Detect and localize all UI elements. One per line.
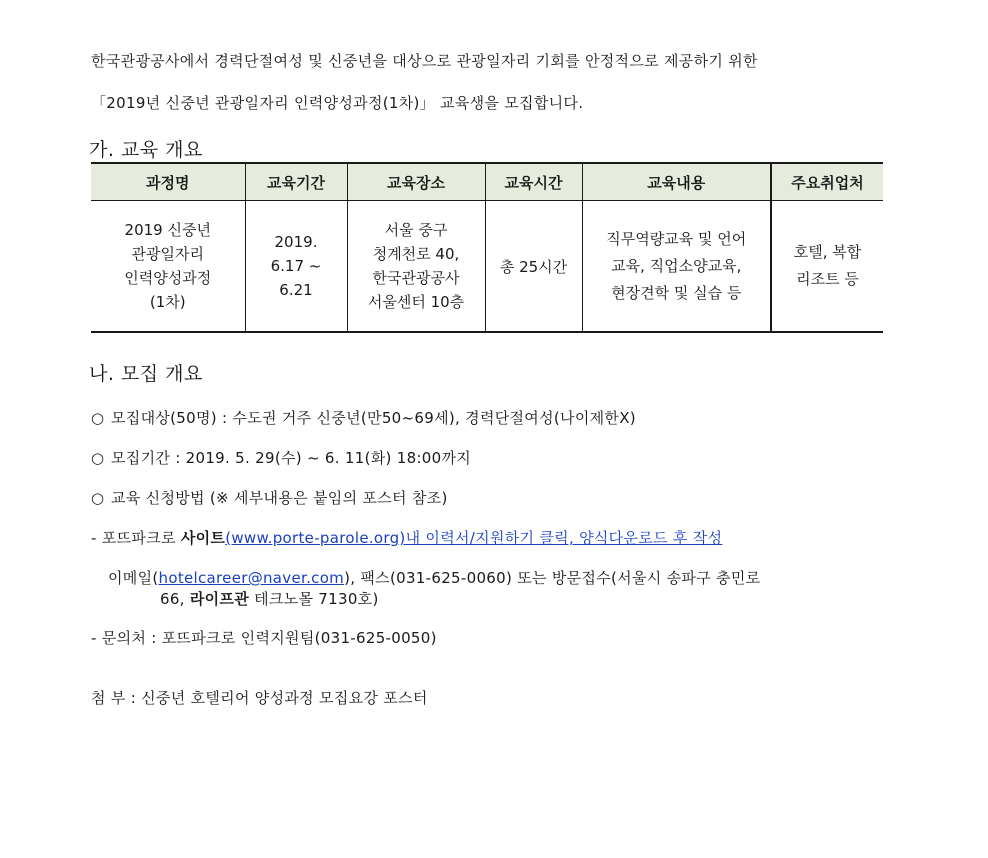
- header-hours: 교육시간: [485, 163, 582, 201]
- cell-line: 관광일자리: [131, 245, 204, 263]
- site-link[interactable]: (www.porte-parole.org)내 이력서/지원하기 클릭, 양식다운로드 후 작성: [225, 529, 723, 547]
- cell-line: 6.21: [279, 281, 313, 299]
- recruit-period: [91, 447, 471, 468]
- recruit-target: [91, 407, 636, 428]
- cell-line: 현장견학 및 실습 등: [611, 283, 742, 302]
- site-apply-line: [91, 527, 722, 548]
- recruit-period-text: 모집기간 : 2019. 5. 29(수) ~ 6. 11(화) 18:00까지: [111, 449, 472, 467]
- recruit-method-text: 교육 신청방법 (※ 세부내용은 붙임의 포스터 참조): [111, 489, 448, 507]
- cell-period: [245, 201, 347, 333]
- cell-line: 한국관광공사: [372, 269, 460, 287]
- email-suffix: ), 팩스(031-625-0060) 또는 방문접수(서울시 송파구 충민로: [344, 569, 761, 587]
- site-label: 사이트: [180, 529, 226, 547]
- table-header-row: [91, 163, 883, 201]
- cell-content: [582, 201, 771, 333]
- cell-line: 인력양성과정: [124, 269, 212, 287]
- site-prefix: - 포뜨파크로: [91, 529, 181, 547]
- address-line-2: [160, 588, 379, 609]
- cell-line: (1차): [149, 293, 186, 311]
- intro-line-2: 「2019년 신중년 관광일자리 인력양성과정(1차)」 교육생을 모집합니다.: [91, 94, 584, 112]
- cell-line: 직무역량교육 및 언어: [606, 229, 747, 248]
- section-title-overview: 가. 교육 개요: [89, 139, 203, 161]
- contact-line: - 문의처 : 포뜨파크로 인력지원팀(031-625-0050): [91, 629, 437, 647]
- cell-line: 2019.: [274, 233, 318, 251]
- email-apply-line: [108, 567, 760, 588]
- email-prefix: 이메일(: [108, 569, 159, 587]
- cell-line: 6.17 ~: [270, 257, 322, 275]
- cell-employer: [771, 201, 883, 333]
- header-course-name: 과정명: [91, 163, 245, 201]
- header-content: 교육내용: [582, 163, 771, 201]
- education-overview-table: [91, 162, 883, 333]
- cell-line: 서울 중구: [384, 221, 448, 239]
- email-link[interactable]: hotelcareer@naver.com: [158, 569, 345, 587]
- cell-line: 2019 신중년: [124, 221, 211, 239]
- attachment-line: 첨 부 : 신중년 호텔리어 양성과정 모집요강 포스터: [91, 689, 428, 707]
- intro-line-1: 한국관광공사에서 경력단절여성 및 신중년을 대상으로 관광일자리 기회를 안정적으로 제공하기 위한: [91, 52, 758, 70]
- circle-bullet-icon: ○: [91, 449, 105, 467]
- cell-line: 총 25시간: [499, 258, 568, 276]
- cell-course-name: [91, 201, 245, 333]
- address-pre: 66,: [160, 590, 190, 608]
- circle-bullet-icon: ○: [91, 489, 105, 507]
- header-place: 교육장소: [347, 163, 485, 201]
- cell-line: 서울센터 10층: [367, 293, 465, 311]
- header-employer: 주요취업처: [771, 163, 883, 201]
- cell-line: 호텔, 복합: [793, 243, 862, 261]
- header-period: 교육기간: [245, 163, 347, 201]
- address-post: 테크노몰 7130호): [249, 590, 379, 608]
- cell-line: 리조트 등: [796, 270, 859, 288]
- recruit-method: [91, 487, 448, 508]
- address-bold: 라이프관: [189, 590, 249, 608]
- cell-line: 청계천로 40,: [372, 245, 460, 263]
- recruit-target-text: 모집대상(50명) : 수도권 거주 신중년(만50~69세), 경력단절여성(나이제한X): [111, 409, 636, 427]
- circle-bullet-icon: ○: [91, 409, 105, 427]
- cell-hours: [485, 201, 582, 333]
- section-title-recruit: 나. 모집 개요: [89, 363, 203, 385]
- table-row: [91, 201, 883, 333]
- cell-line: 교육, 직업소양교육,: [611, 256, 742, 275]
- cell-place: [347, 201, 485, 333]
